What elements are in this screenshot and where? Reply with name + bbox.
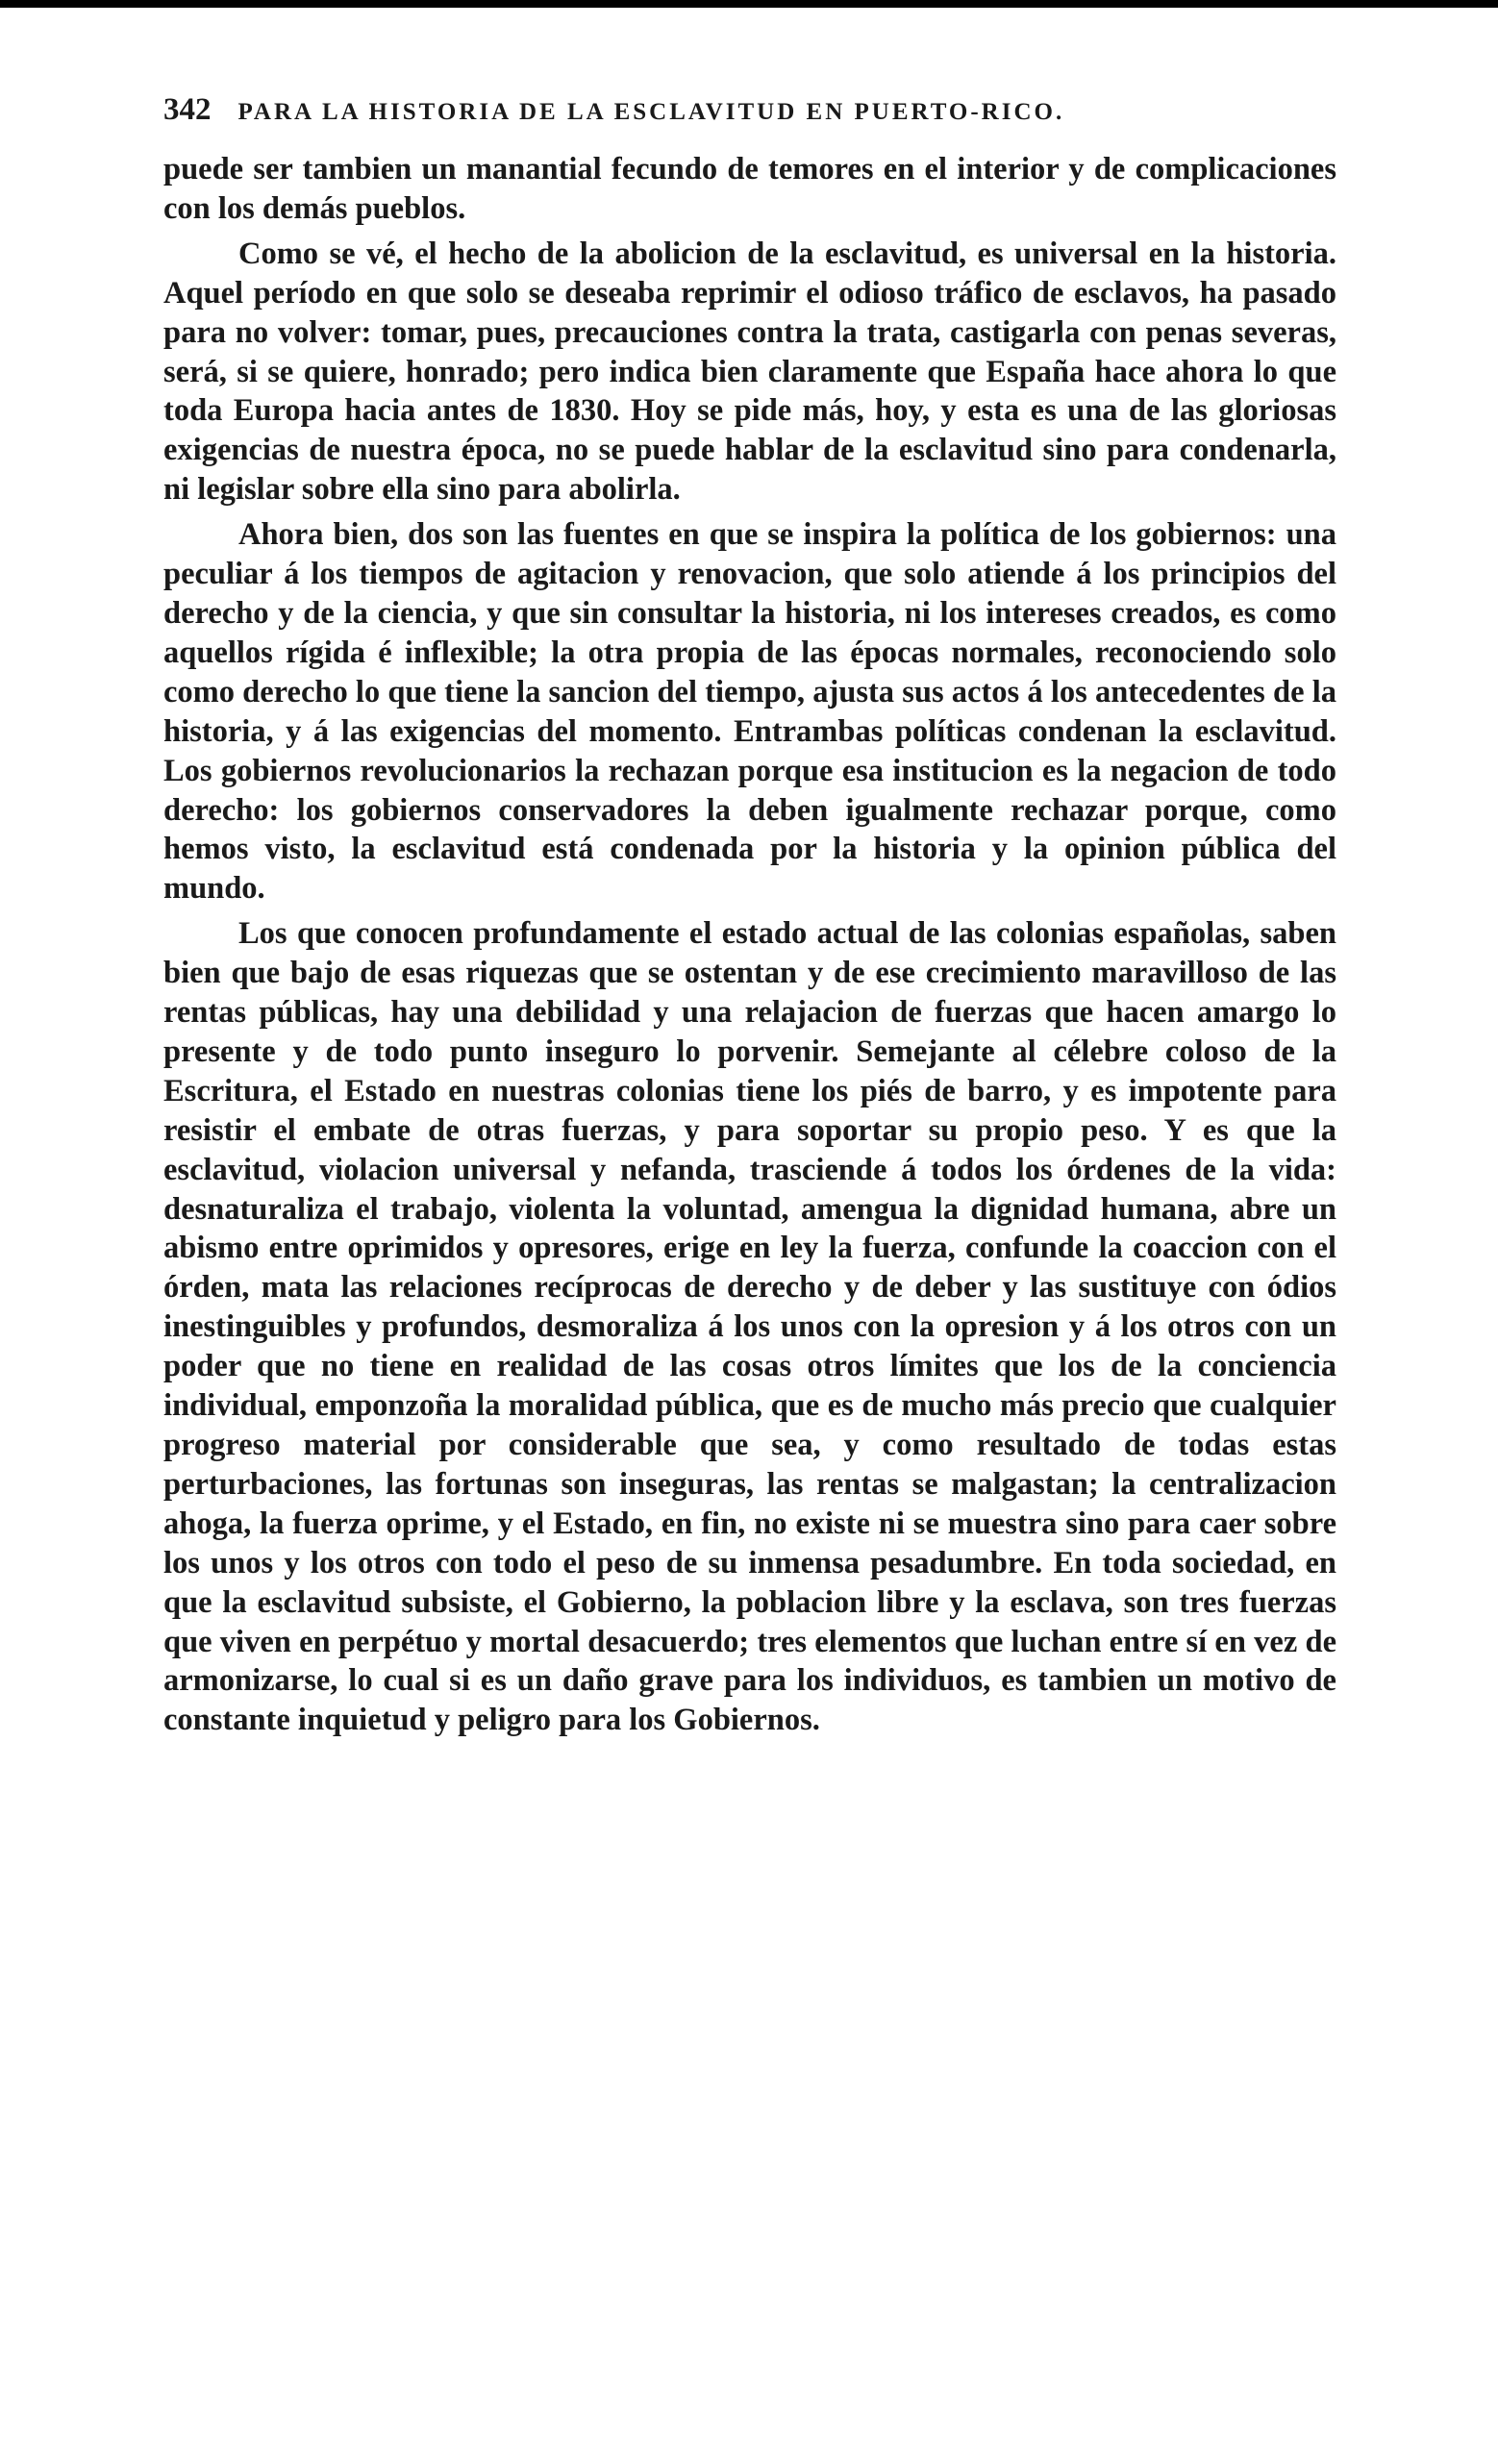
body-text: [163, 150, 1336, 1740]
paragraph-colonias: Los que conocen profundamente el estado actual de las colonias españolas, saben bien que bajo de esas riquezas que se ostentan y de ese crecimiento maravilloso de las rentas públicas, hay una debilidad y una relajacion de fuerzas que hacen amargo lo presente y de todo punto inseguro lo porvenir. Semejante al célebre coloso de la Escritura, el Estado en nuestras colonias tiene los piés de barro, y es impotente para resistir el embate de otras fuerzas, y para soportar su propio peso. Y es que la esclavitud, violacion universal y nefanda, trasciende á todos los órdenes de la vida: desnaturaliza el trabajo, violenta la voluntad, amengua la dignidad humana, abre un abismo entre oprimidos y opresores, erige en ley la fuerza, confunde la coaccion con el órden, mata las relaciones recíprocas de derecho y de deber y las sustituye con ódios inestinguibles y profundos, desmoraliza á los unos con la opresion y á los otros con un poder que no tiene en realidad de las cosas otros límites que los de la conciencia individual, emponzoña la moralidad pública, que es de mucho más precio que cualquier progreso material por considerable que sea, y como resultado de todas estas perturbaciones, las fortunas son inseguras, las rentas se malgastan; la centralizacion ahoga, la fuerza oprime, y el Estado, en fin, no existe ni se muestra sino para caer sobre los unos y los otros con todo el peso de su inmensa pesadumbre. En toda sociedad, en que la esclavitud subsiste, el Gobierno, la poblacion libre y la esclava, son tres fuerzas que viven en perpétuo y mortal desacuerdo; tres elementos que luchan entre sí en vez de armonizarse, lo cual si es un daño grave para los individuos, es tambien un motivo de constante inquietud y peligro para los Gobiernos.: [163, 916, 1336, 1738]
top-page-rule: [0, 0, 1498, 8]
book-page: [163, 92, 1336, 1740]
running-title: PARA LA HISTORIA DE LA ESCLAVITUD EN PUERTO-RICO.: [237, 99, 1065, 125]
paragraph-abolicion: Como se vé, el hecho de la abolicion de la esclavitud, es universal en la historia. Aquel período en que solo se deseaba reprimir el odioso tráfico de esclavos, ha pasado para no volver: tomar, pues, precauciones contra la trata, castigarla con penas severas, será, si se quiere, honrado; pero indica bien claramente que España hace ahora lo que toda Europa hacia antes de 1830. Hoy se pide más, hoy, y esta es una de las gloriosas exigencias de nuestra época, no se puede hablar de la esclavitud sino para condenarla, ni legislar sobre ella sino para abolirla.: [163, 236, 1336, 508]
page-number: 342: [163, 92, 212, 127]
page-header: [163, 92, 1336, 150]
paragraph-continued: puede ser tambien un manantial fecundo de temores en el interior y de complicaciones con los demás pueblos.: [163, 152, 1336, 226]
paragraph-politica: Ahora bien, dos son las fuentes en que se inspira la política de los gobiernos: una peculiar á los tiempos de agitacion y renovacion, que solo atiende á los principios del derecho y de la ciencia, y que sin consultar la historia, ni los intereses creados, es como aquellos rígida é inflexible; la otra propia de las épocas normales, reconociendo solo como derecho lo que tiene la sancion del tiempo, ajusta sus actos á los antecedentes de la historia, y á las exigencias del momento. Entrambas políticas condenan la esclavitud. Los gobiernos revolucionarios la rechazan porque esa institucion es la negacion de todo derecho: los gobiernos conservadores la deben igualmente rechazar porque, como hemos visto, la esclavitud está condenada por la historia y la opinion pública del mundo.: [163, 517, 1336, 907]
